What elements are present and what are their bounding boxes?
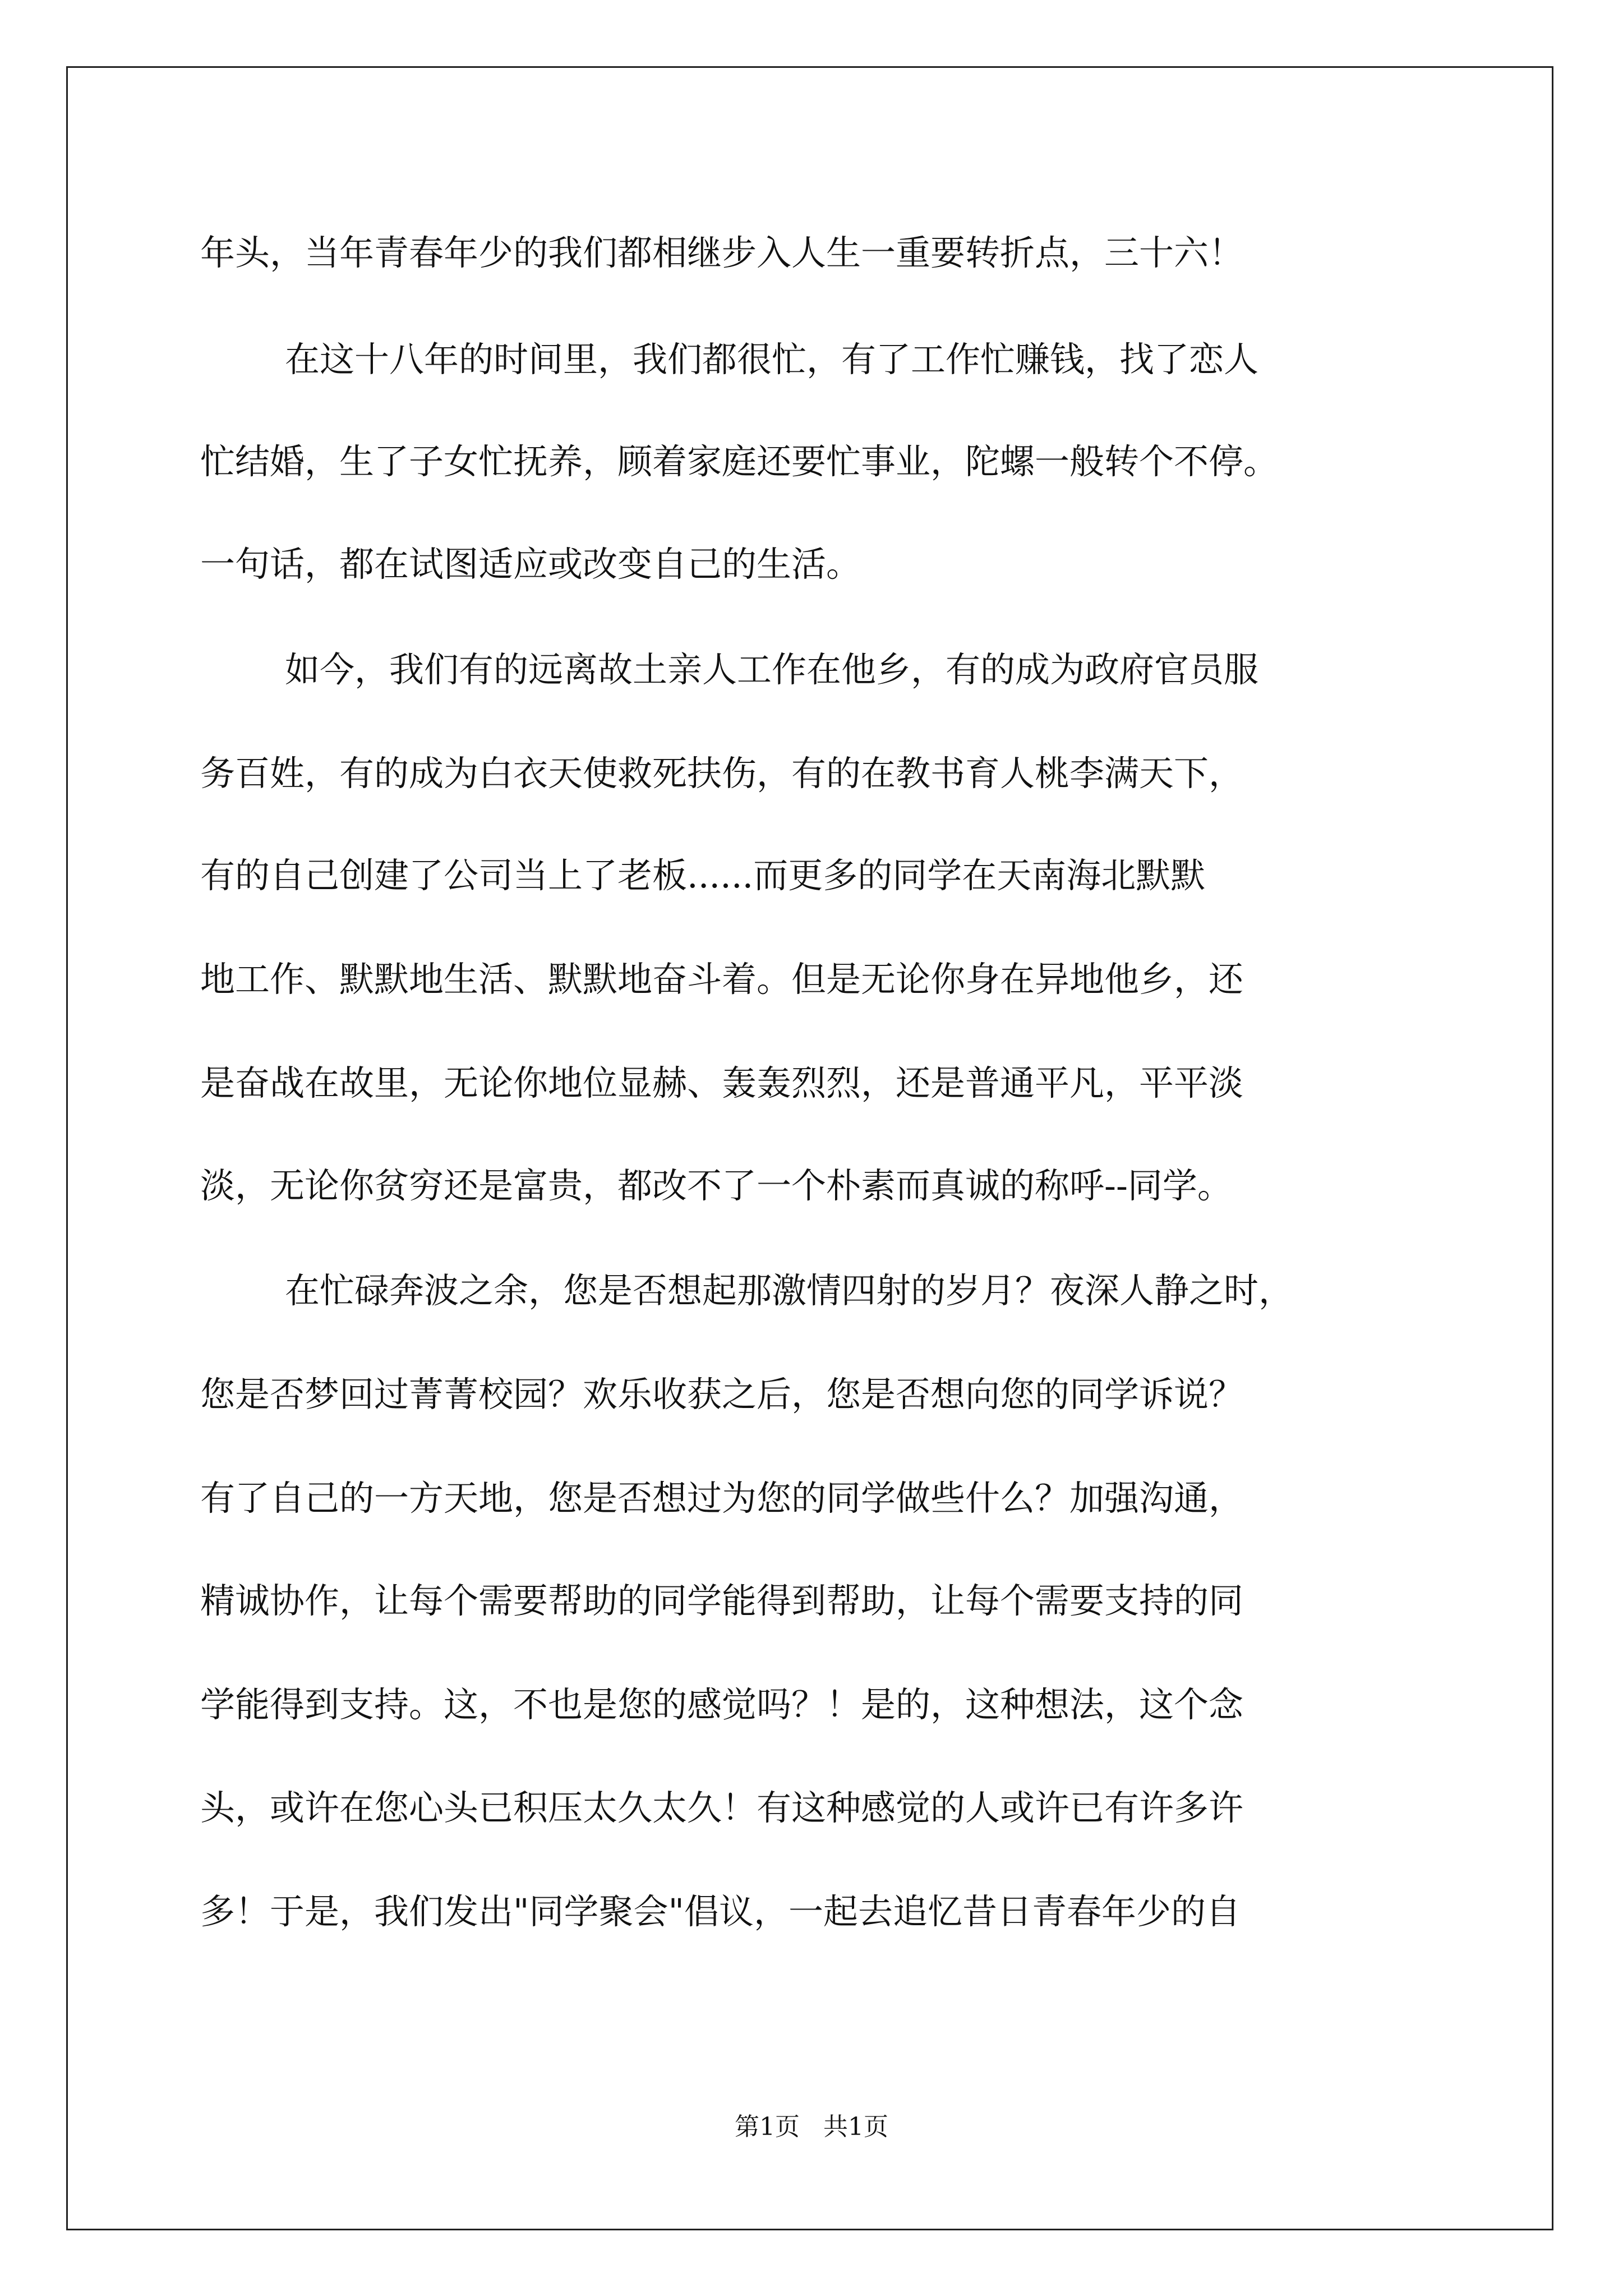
text-line: 如今，我们有的远离故土亲人工作在他乡，有的成为政府官员服	[285, 649, 1259, 690]
text-line: 一句话，都在试图适应或改变自己的生活。	[200, 544, 861, 585]
text-line: 精诚协作，让每个需要帮助的同学能得到帮助，让每个需要支持的同	[200, 1580, 1244, 1621]
text-line: 务百姓，有的成为白衣天使救死扶伤，有的在教书育人桃李满天下，	[200, 753, 1244, 794]
text-line: 有了自己的一方天地，您是否想过为您的同学做些什么？加强沟通，	[200, 1478, 1244, 1519]
text-line: 忙结婚，生了子女忙抚养，顾着家庭还要忙事业，陀螺一般转个不停。	[200, 441, 1279, 482]
text-line: 在这十八年的时间里，我们都很忙，有了工作忙赚钱，找了恋人	[285, 339, 1259, 380]
text-line: 是奋战在故里，无论你地位显赫、轰轰烈烈，还是普通平凡，平平淡	[200, 1062, 1244, 1103]
text-line: 地工作、默默地生活、默默地奋斗着。但是无论你身在异地他乡，还	[200, 959, 1244, 1000]
text-line: 有的自己创建了公司当上了老板......而更多的同学在天南海北默默	[200, 855, 1206, 896]
text-line: 在忙碌奔波之余，您是否想起那激情四射的岁月？夜深人静之时，	[285, 1270, 1294, 1311]
text-line: 您是否梦回过菁菁校园？欢乐收获之后，您是否想向您的同学诉说？	[200, 1374, 1244, 1415]
text-line: 头，或许在您心头已积压太久太久！有这种感觉的人或许已有许多许	[200, 1787, 1244, 1828]
text-line: 年头，当年青春年少的我们都相继步入人生一重要转折点，三十六！	[200, 232, 1244, 273]
text-line: 淡，无论你贫穷还是富贵，都改不了一个朴素而真诚的称呼--同学。	[200, 1165, 1232, 1206]
text-line: 学能得到支持。这，不也是您的感觉吗？！是的，这种想法，这个念	[200, 1684, 1244, 1725]
page-number-footer: 第1页 共1页	[735, 2113, 888, 2141]
text-line: 多！于是，我们发出"同学聚会"倡议，一起去追忆昔日青春年少的自	[200, 1891, 1241, 1932]
